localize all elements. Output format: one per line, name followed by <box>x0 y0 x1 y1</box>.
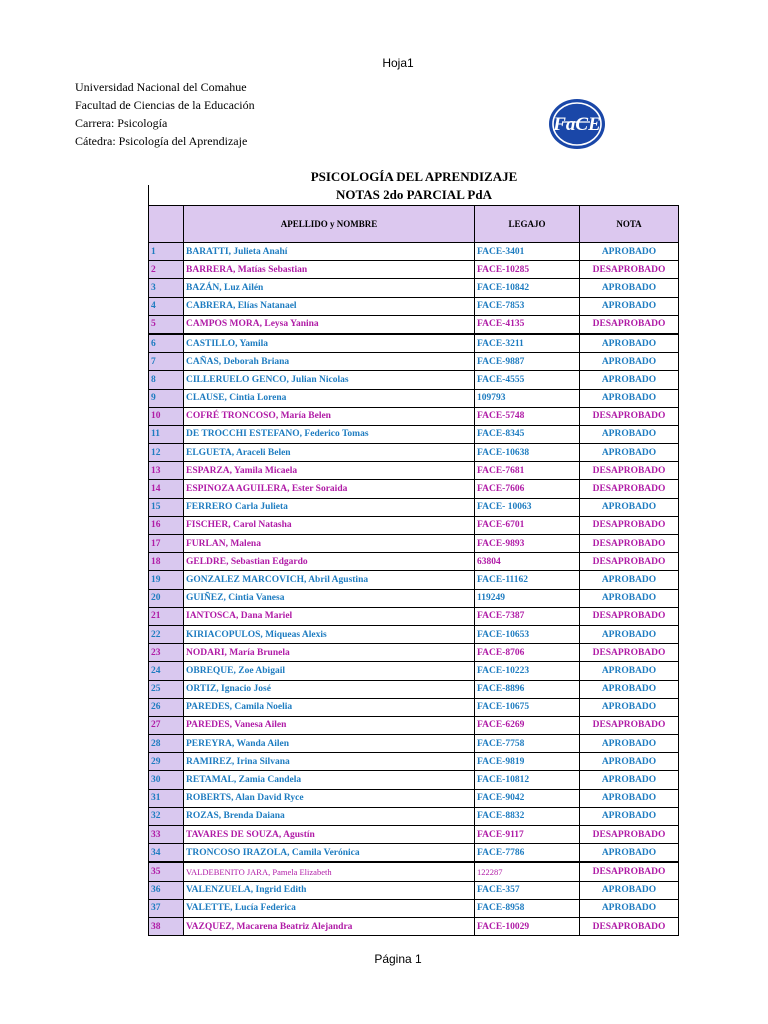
row-number: 35 <box>149 862 184 881</box>
student-grade: APROBADO <box>580 899 679 917</box>
student-legajo: FACE-8958 <box>475 899 580 917</box>
student-grade: APROBADO <box>580 425 679 443</box>
student-legajo: FACE-10223 <box>475 662 580 680</box>
student-legajo: FACE-8832 <box>475 807 580 825</box>
student-grade: APROBADO <box>580 771 679 789</box>
row-number: 36 <box>149 881 184 899</box>
student-name: BAZÁN, Luz Ailén <box>184 279 475 297</box>
table-row <box>149 789 679 807</box>
student-legajo: 122287 <box>475 862 580 881</box>
table-row <box>149 698 679 716</box>
grades-table <box>148 205 679 936</box>
student-name: ORTIZ, Ignacio José <box>184 680 475 698</box>
student-grade: APROBADO <box>580 243 679 261</box>
row-number: 38 <box>149 917 184 935</box>
student-name: OBREQUE, Zoe Abigail <box>184 662 475 680</box>
student-name: PAREDES, Camila Noelia <box>184 698 475 716</box>
row-number: 15 <box>149 498 184 516</box>
page-footer: Página 1 <box>374 952 422 966</box>
student-name: ELGUETA, Araceli Belen <box>184 444 475 462</box>
student-grade: APROBADO <box>580 789 679 807</box>
table-row <box>149 826 679 844</box>
student-grade: DESAPROBADO <box>580 644 679 662</box>
student-name: ROBERTS, Alan David Ryce <box>184 789 475 807</box>
student-grade: APROBADO <box>580 881 679 899</box>
student-name: GONZALEZ MARCOVICH, Abril Agustina <box>184 571 475 589</box>
student-legajo: FACE-7387 <box>475 607 580 625</box>
student-grade: APROBADO <box>580 371 679 389</box>
student-legajo: FACE-10638 <box>475 444 580 462</box>
student-name: ESPINOZA AGUILERA, Ester Soraida <box>184 480 475 498</box>
student-name: BARATTI, Julieta Anahí <box>184 243 475 261</box>
row-number: 7 <box>149 353 184 371</box>
student-name: CILLERUELO GENCO, Julian Nicolas <box>184 371 475 389</box>
student-name: RETAMAL, Zamia Candela <box>184 771 475 789</box>
student-grade: APROBADO <box>580 297 679 315</box>
row-number: 8 <box>149 371 184 389</box>
column-header-name: APELLIDO y NOMBRE <box>184 206 475 243</box>
column-header-legajo: LEGAJO <box>475 206 580 243</box>
student-grade: APROBADO <box>580 698 679 716</box>
student-name: NODARI, María Brunela <box>184 644 475 662</box>
row-number: 1 <box>149 243 184 261</box>
student-name: ESPARZA, Yamila Micaela <box>184 462 475 480</box>
row-number: 37 <box>149 899 184 917</box>
table-row <box>149 589 679 607</box>
row-number: 24 <box>149 662 184 680</box>
student-name: VALENZUELA, Ingrid Edith <box>184 881 475 899</box>
table-row <box>149 297 679 315</box>
student-grade: APROBADO <box>580 353 679 371</box>
student-grade: APROBADO <box>580 279 679 297</box>
student-name: CASTILLO, Yamila <box>184 334 475 353</box>
student-grade: APROBADO <box>580 589 679 607</box>
row-number: 32 <box>149 807 184 825</box>
row-number: 12 <box>149 444 184 462</box>
row-number: 30 <box>149 771 184 789</box>
student-grade: APROBADO <box>580 444 679 462</box>
student-name: TRONCOSO IRAZOLA, Camila Verónica <box>184 844 475 863</box>
student-legajo: FACE-9117 <box>475 826 580 844</box>
student-grade: DESAPROBADO <box>580 407 679 425</box>
row-number: 11 <box>149 425 184 443</box>
student-legajo: FACE-8896 <box>475 680 580 698</box>
university-name: Universidad Nacional del Comahue <box>75 80 247 94</box>
student-grade: DESAPROBADO <box>580 607 679 625</box>
document-subtitle: NOTAS 2do PARCIAL PdA <box>336 187 492 202</box>
student-grade: DESAPROBADO <box>580 462 679 480</box>
table-row <box>149 844 679 863</box>
student-legajo: FACE-8345 <box>475 425 580 443</box>
column-header-number <box>149 206 184 243</box>
student-legajo: 109793 <box>475 389 580 407</box>
row-number: 27 <box>149 716 184 734</box>
table-row <box>149 644 679 662</box>
row-number: 21 <box>149 607 184 625</box>
row-number: 20 <box>149 589 184 607</box>
student-grade: APROBADO <box>580 844 679 863</box>
student-name: ROZAS, Brenda Daiana <box>184 807 475 825</box>
table-row <box>149 279 679 297</box>
student-name: CABRERA, Elías Natanael <box>184 297 475 315</box>
student-grade: APROBADO <box>580 807 679 825</box>
career-name: Carrera: Psicología <box>75 116 168 130</box>
table-row <box>149 425 679 443</box>
table-header-row <box>149 206 679 243</box>
row-number: 34 <box>149 844 184 863</box>
table-row <box>149 334 679 353</box>
left-rule <box>148 185 149 205</box>
table-row <box>149 480 679 498</box>
student-legajo: FACE-4555 <box>475 371 580 389</box>
table-row <box>149 899 679 917</box>
student-legajo: FACE-10675 <box>475 698 580 716</box>
row-number: 26 <box>149 698 184 716</box>
student-name: FISCHER, Carol Natasha <box>184 516 475 534</box>
student-legajo: FACE-7786 <box>475 844 580 863</box>
table-row <box>149 735 679 753</box>
student-grade: DESAPROBADO <box>580 535 679 553</box>
row-number: 25 <box>149 680 184 698</box>
student-grade: APROBADO <box>580 625 679 643</box>
student-name: IANTOSCA, Dana Mariel <box>184 607 475 625</box>
student-name: PEREYRA, Wanda Ailen <box>184 735 475 753</box>
student-legajo: FACE-7758 <box>475 735 580 753</box>
student-legajo: 63804 <box>475 553 580 571</box>
student-grade: DESAPROBADO <box>580 917 679 935</box>
student-legajo: FACE-7853 <box>475 297 580 315</box>
row-number: 5 <box>149 315 184 334</box>
student-name: GELDRE, Sebastian Edgardo <box>184 553 475 571</box>
row-number: 9 <box>149 389 184 407</box>
student-legajo: FACE-3401 <box>475 243 580 261</box>
student-name: PAREDES, Vanesa Ailen <box>184 716 475 734</box>
student-grade: DESAPROBADO <box>580 261 679 279</box>
student-grade: APROBADO <box>580 753 679 771</box>
table-row <box>149 881 679 899</box>
row-number: 6 <box>149 334 184 353</box>
student-legajo: FACE-357 <box>475 881 580 899</box>
face-logo <box>548 98 606 150</box>
row-number: 14 <box>149 480 184 498</box>
table-row <box>149 535 679 553</box>
column-header-nota: NOTA <box>580 206 679 243</box>
student-name: VALETTE, Lucía Federica <box>184 899 475 917</box>
student-grade: APROBADO <box>580 334 679 353</box>
student-name: TAVARES DE SOUZA, Agustín <box>184 826 475 844</box>
student-legajo: 119249 <box>475 589 580 607</box>
student-legajo: FACE-9893 <box>475 535 580 553</box>
row-number: 18 <box>149 553 184 571</box>
row-number: 16 <box>149 516 184 534</box>
student-grade: DESAPROBADO <box>580 716 679 734</box>
student-name: CAMPOS MORA, Leysa Yanina <box>184 315 475 334</box>
student-grade: APROBADO <box>580 662 679 680</box>
student-grade: DESAPROBADO <box>580 516 679 534</box>
student-legajo: FACE-6269 <box>475 716 580 734</box>
student-grade: APROBADO <box>580 680 679 698</box>
student-name: DE TROCCHI ESTEFANO, Federico Tomas <box>184 425 475 443</box>
student-name: KIRIACOPULOS, Miqueas Alexis <box>184 625 475 643</box>
table-row <box>149 261 679 279</box>
student-name: COFRÉ TRONCOSO, María Belen <box>184 407 475 425</box>
student-legajo: FACE-10653 <box>475 625 580 643</box>
table-row <box>149 625 679 643</box>
row-number: 22 <box>149 625 184 643</box>
table-row <box>149 353 679 371</box>
row-number: 19 <box>149 571 184 589</box>
row-number: 23 <box>149 644 184 662</box>
student-name: VAZQUEZ, Macarena Beatriz Alejandra <box>184 917 475 935</box>
student-legajo: FACE-10842 <box>475 279 580 297</box>
student-grade: APROBADO <box>580 571 679 589</box>
student-legajo: FACE-4135 <box>475 315 580 334</box>
chair-name: Cátedra: Psicología del Aprendizaje <box>75 134 248 148</box>
student-legajo: FACE- 10063 <box>475 498 580 516</box>
table-row <box>149 243 679 261</box>
student-legajo: FACE-10285 <box>475 261 580 279</box>
student-name: FURLAN, Malena <box>184 535 475 553</box>
table-row <box>149 680 679 698</box>
student-legajo: FACE-10029 <box>475 917 580 935</box>
institution-block <box>75 78 255 150</box>
student-name: BARRERA, Matías Sebastian <box>184 261 475 279</box>
table-row <box>149 771 679 789</box>
student-grade: APROBADO <box>580 735 679 753</box>
table-row <box>149 516 679 534</box>
student-name: CLAUSE, Cintia Lorena <box>184 389 475 407</box>
student-legajo: FACE-9819 <box>475 753 580 771</box>
document-title: PSICOLOGÍA DEL APRENDIZAJE <box>310 169 518 184</box>
row-number: 17 <box>149 535 184 553</box>
student-grade: DESAPROBADO <box>580 480 679 498</box>
student-legajo: FACE-5748 <box>475 407 580 425</box>
table-row <box>149 389 679 407</box>
student-legajo: FACE-8706 <box>475 644 580 662</box>
table-row <box>149 371 679 389</box>
student-grade: DESAPROBADO <box>580 862 679 881</box>
student-grade: APROBADO <box>580 389 679 407</box>
table-row <box>149 607 679 625</box>
student-grade: APROBADO <box>580 498 679 516</box>
table-row <box>149 498 679 516</box>
student-legajo: FACE-3211 <box>475 334 580 353</box>
row-number: 3 <box>149 279 184 297</box>
row-number: 10 <box>149 407 184 425</box>
row-number: 28 <box>149 735 184 753</box>
student-legajo: FACE-11162 <box>475 571 580 589</box>
student-grade: DESAPROBADO <box>580 553 679 571</box>
table-row <box>149 716 679 734</box>
student-grade: DESAPROBADO <box>580 315 679 334</box>
table-row <box>149 553 679 571</box>
table-row <box>149 807 679 825</box>
student-legajo: FACE-7681 <box>475 462 580 480</box>
row-number: 31 <box>149 789 184 807</box>
sheet-name: Hoja1 <box>382 56 414 70</box>
student-legajo: FACE-10812 <box>475 771 580 789</box>
student-name: FERRERO Carla Julieta <box>184 498 475 516</box>
faculty-name: Facultad de Ciencias de la Educación <box>75 98 255 112</box>
student-legajo: FACE-6701 <box>475 516 580 534</box>
student-grade: DESAPROBADO <box>580 826 679 844</box>
row-number: 13 <box>149 462 184 480</box>
table-row <box>149 917 679 935</box>
row-number: 33 <box>149 826 184 844</box>
student-name: CAÑAS, Deborah Briana <box>184 353 475 371</box>
logo-text: FaCE <box>553 114 601 135</box>
table-row <box>149 407 679 425</box>
table-row <box>149 462 679 480</box>
row-number: 4 <box>149 297 184 315</box>
student-legajo: FACE-7606 <box>475 480 580 498</box>
table-row <box>149 571 679 589</box>
student-name: VALDEBENITO JARA, Pamela Elizabeth <box>184 862 475 881</box>
table-row <box>149 444 679 462</box>
student-name: GUIÑEZ, Cintia Vanesa <box>184 589 475 607</box>
row-number: 29 <box>149 753 184 771</box>
student-name: RAMIREZ, Irina Silvana <box>184 753 475 771</box>
student-legajo: FACE-9042 <box>475 789 580 807</box>
table-row <box>149 315 679 334</box>
table-row <box>149 662 679 680</box>
student-legajo: FACE-9887 <box>475 353 580 371</box>
row-number: 2 <box>149 261 184 279</box>
table-row <box>149 862 679 881</box>
table-row <box>149 753 679 771</box>
